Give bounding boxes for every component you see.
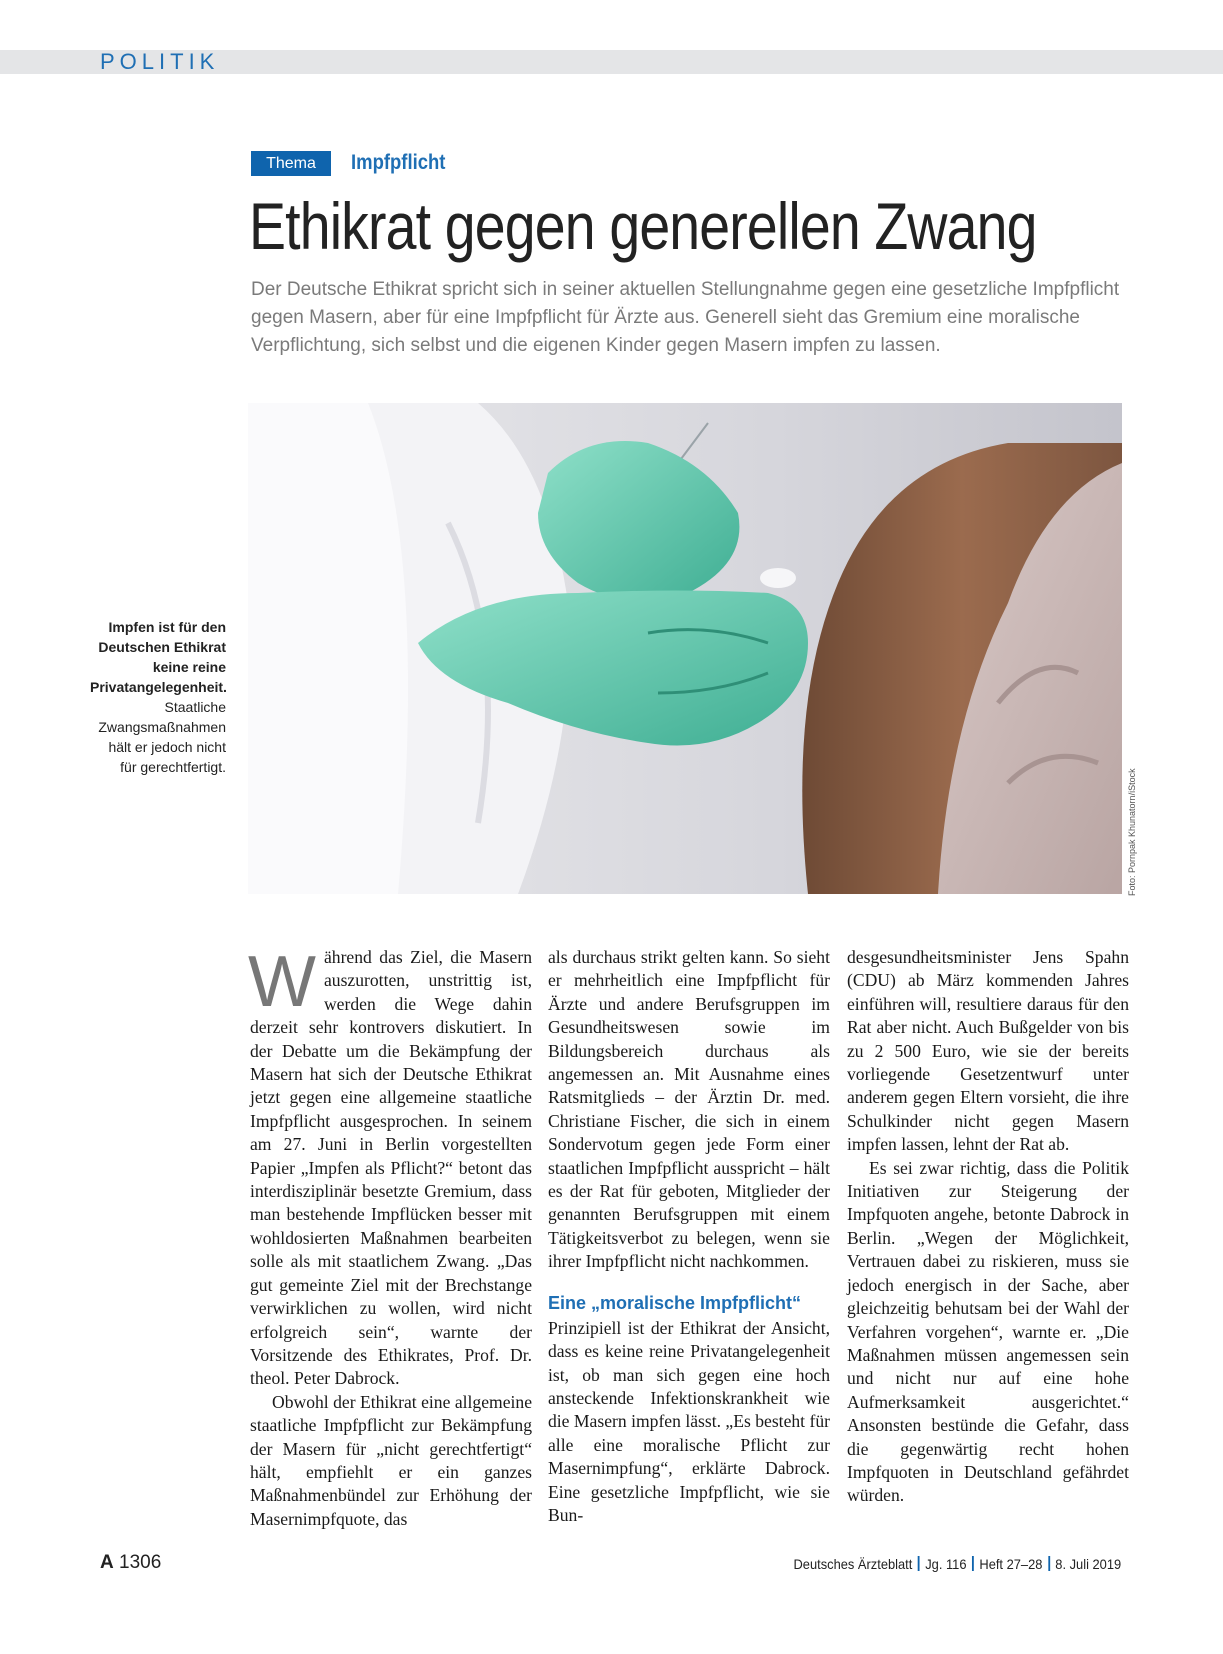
body-paragraph-2: Obwohl der Ethikrat eine allgemeine staatliche Impfpflicht zur Bekämpfung der Masern für „nicht gerechtfertigt“ hält, empfiehlt er ein ganzes Maßnahmenbündel zur Erhöhung der Masernimpfquote, das: [250, 1391, 532, 1529]
body-column-1: [248, 942, 532, 1531]
vaccination-photo-illustration: [248, 403, 1122, 894]
kicker: [251, 150, 458, 176]
body-paragraph-1: ährend das Ziel, die Masern auszurotten, unstrittig ist, werden die Wege dahin derzeit sehr kontrovers diskutiert. In der Debatte um die Bekämpfung der Masern hat sich der Deutsche Ethikrat jetzt gegen eine allgemeine staatliche Impfpflicht ausgesprochen. In seinem am 27. Juni in Berlin vorgestellten Papier „Impfen als Pflicht?“ betont das interdisziplinär besetzte Gremium, dass man bestehende Impflücken besser mit wohldosierten Maßnahmen bearbeiten solle als mit staatlichem Zwang. „Das gut gemeinte Ziel mit der Brechstange verwirklichen zu wollen, wird nicht erfolgreich sein“, warnte der Vorsitzende des Ethikrates, Prof. Dr. theol. Peter Dabrock.: [250, 947, 532, 1389]
body-paragraph: [248, 942, 532, 1391]
lead-paragraph: Der Deutsche Ethikrat spricht sich in seiner aktuellen Stellungnahme gegen eine gesetzliche Impfpflicht gegen Masern, aber für eine Impfpflicht für Ärzte aus. Generell sieht das Gremium eine moralische Verpflichtung, sich selbst und die eigenen Kinder gegen Masern impfen zu lassen.: [251, 279, 1120, 356]
body-paragraph-6: Es sei zwar richtig, dass die Politik Initiativen zur Steigerung der Impfquoten angehe, betonte Dabrock in Berlin. „Wegen der Möglichkeit, Vertrauen dabei zu riskieren, muss sie jedoch energisch in der Sache, aber gleichzeitig behutsam bei der Wahl der Verfahren vorgehen“, warnte er. „Die Maßnahmen müssen angemessen sein und nicht nur auf eine hohe Aufmerksamkeit ausgerichtet.“ Ansonsten bestünde die Gefahr, dass die gegenwärtig recht hohen Impfquoten in Deutschland gefährdet würden.: [847, 1157, 1129, 1506]
journal-issue: Heft 27–28: [979, 1556, 1043, 1572]
thema-badge: Thema: [251, 151, 331, 176]
footer-separator: [1048, 1556, 1050, 1571]
subheading: Eine „moralische Impfpflicht“: [548, 1292, 802, 1313]
caption-bold: Impfen ist für den Deutschen Ethikrat keine reine Privatangelegenheit.: [90, 619, 227, 695]
kicker-topic: Impfpflicht: [351, 151, 446, 174]
body-paragraph-5: desgesundheitsminister Jens Spahn (CDU) ab März kommenden Jahres einführen will, resultiere daraus für den Rat aber nicht. Auch Bußgelder von bis zu 2 500 Euro, wie sie der bereits vorliegende Gesetzentwurf unter anderem gegen Eltern vorsieht, die ihre Schulkinder nicht gegen Masern impfen lassen, lehnt der Rat ab.: [847, 947, 1129, 1155]
journal-footer: [793, 1556, 1121, 1572]
body-paragraph-4: Prinzipiell ist der Ethikrat der Ansicht, dass es keine reine Privatangelegenheit ist, ob man sich gegen eine hoch ansteckende Infektionskrankheit wie die Masern impfen lässt. „Es besteht für alle eine moralische Pflicht zur Masernimpfung“, erklärte Dabrock. Eine gesetzliche Impfpflicht, wie sie Bun-: [548, 1317, 830, 1525]
footer-separator: [972, 1556, 974, 1571]
caption-text: Staatliche Zwangsmaßnahmen hält er jedoch nicht für gerechtfertigt.: [98, 699, 226, 775]
journal-date: 8. Juli 2019: [1055, 1556, 1121, 1572]
footer-separator: [918, 1556, 920, 1571]
page-number-value: 1306: [119, 1552, 162, 1573]
journal-name: Deutsches Ärzteblatt: [793, 1556, 913, 1572]
photo-credit: Foto: Pornpak Khunatorn/iStock: [1127, 768, 1137, 896]
body-column-2: [548, 946, 830, 1527]
page-number: [100, 1552, 161, 1574]
journal-volume: Jg. 116: [925, 1556, 967, 1572]
drop-cap: W: [248, 942, 316, 1022]
body-paragraph-3: als durchaus strikt gelten kann. So sieht er mehrheitlich eine Impfpflicht für Ärzte und andere Berufsgruppen im Gesundheitswesen sowie im Bildungsbereich durchaus als angemessen an. Mit Ausnahme eines Ratsmitglieds – der Ärztin Dr. med. Christiane Fischer, die sich in einem Sondervotum gegen jede Form einer staatlichen Impfpflicht ausspricht – hält es der Rat für geboten, Mitglieder der genannten Berufsgruppen mit einem Tätigkeitsverbot zu belegen, wenn sie ihrer Impfpflicht nicht nachkommen.: [548, 947, 830, 1272]
article-photo: [248, 403, 1122, 894]
section-label: POLITIK: [100, 49, 220, 74]
page-prefix: A: [100, 1552, 114, 1573]
photo-caption: [90, 617, 226, 777]
body-column-3: [847, 946, 1129, 1508]
headline: Ethikrat gegen generellen Zwang: [249, 189, 1037, 263]
